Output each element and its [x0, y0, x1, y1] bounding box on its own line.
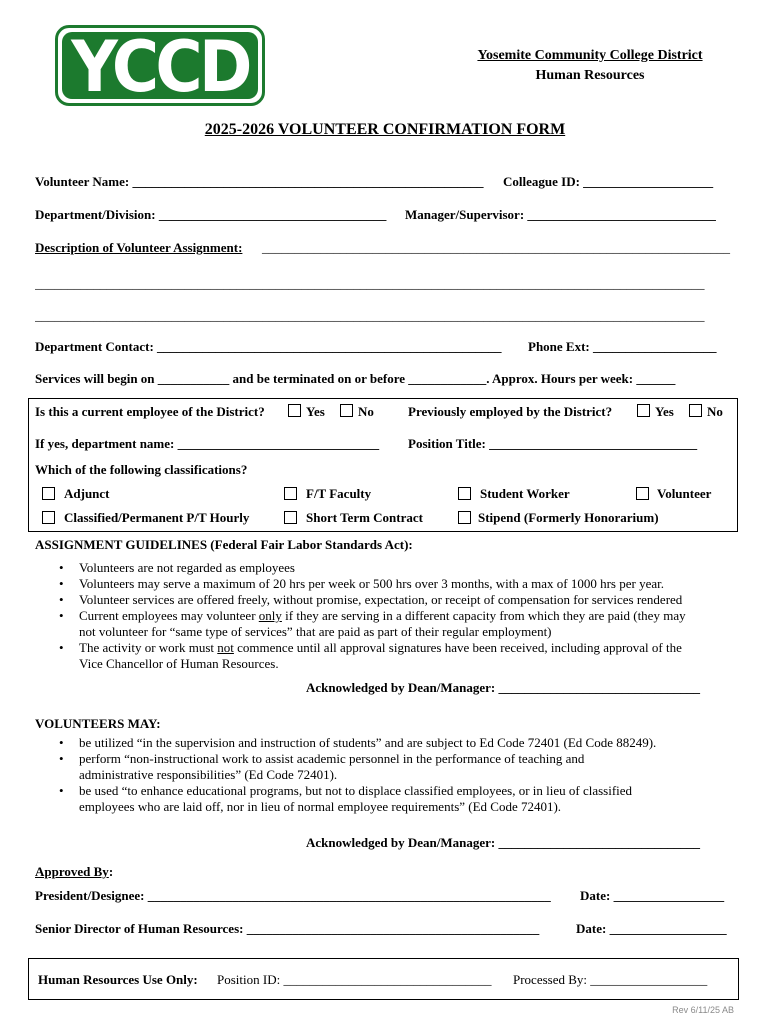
- services-dates-field[interactable]: Services will begin on ___________ and be terminated on or before ____________. Approx. Hours per week: ______: [35, 371, 676, 386]
- volunteer-label: Volunteer: [657, 486, 712, 501]
- volunteer-name-field[interactable]: Volunteer Name: ______________________________________________________: [35, 174, 484, 189]
- logo-text: YCCD: [71, 26, 249, 108]
- yccd-logo: [55, 25, 265, 106]
- list-item: • be used “to enhance educational programs, but not to displace classified employees, or in lieu of classified employees who are laid off, nor in lieu of normal employee requirements” (Ed Code 72401).: [59, 783, 633, 814]
- volunteer-checkbox[interactable]: [636, 487, 649, 500]
- previously-employed-yes-label: Yes: [655, 404, 674, 419]
- list-item: • be utilized “in the supervision and instruction of students” and are subject to Ed Code 72401 (Ed Code 88249).: [59, 735, 657, 750]
- logo-background: [62, 26, 258, 108]
- revision-note: Rev 6/11/25 AB: [672, 1005, 734, 1015]
- if-yes-department-field[interactable]: If yes, department name: _______________________________: [35, 436, 380, 451]
- current-employee-no-checkbox[interactable]: [340, 404, 353, 417]
- adjunct-label: Adjunct: [64, 486, 110, 501]
- list-item: • The activity or work must not commence until all approval signatures have been received, including approval of the Vice Chancellor of Human Resources.: [59, 640, 682, 671]
- guidelines-list: [59, 560, 686, 672]
- position-id-field[interactable]: Position ID: ________________________________: [217, 972, 492, 987]
- colleague-id-field[interactable]: Colleague ID: ____________________: [503, 174, 714, 189]
- current-employee-yes-label: Yes: [306, 404, 325, 419]
- classified-permanent-checkbox[interactable]: [42, 511, 55, 524]
- current-employee-yes-checkbox[interactable]: [288, 404, 301, 417]
- classifications-question: Which of the following classifications?: [35, 462, 248, 477]
- senior-director-field[interactable]: Senior Director of Human Resources: _____________________________________________: [35, 921, 540, 936]
- list-item: • Volunteer services are offered freely, without promise, expectation, or receipt of compensation for services rendered: [59, 592, 683, 607]
- previously-employed-yes-checkbox[interactable]: [637, 404, 650, 417]
- description-line-2[interactable]: _______________________________________________________________________________________________________: [35, 276, 705, 291]
- position-title-field[interactable]: Position Title: ________________________________: [408, 436, 698, 451]
- department-contact-field[interactable]: Department Contact: _____________________________________________________: [35, 339, 502, 354]
- org-name: Yosemite Community College District: [477, 48, 703, 63]
- form-title: 2025-2026 VOLUNTEER CONFIRMATION FORM: [204, 121, 566, 138]
- description-line-3[interactable]: _______________________________________________________________________________________________________: [35, 308, 705, 323]
- manager-supervisor-field[interactable]: Manager/Supervisor: _____________________________: [405, 207, 716, 222]
- student-worker-checkbox[interactable]: [458, 487, 471, 500]
- classified-permanent-label: Classified/Permanent P/T Hourly: [64, 510, 250, 525]
- president-designee-field[interactable]: President/Designee: ______________________________________________________________: [35, 888, 551, 903]
- list-item: • Volunteers may serve a maximum of 20 hrs per week or 500 hrs over 3 months, with a max of 1000 hrs per year.: [59, 576, 664, 591]
- current-employee-question: Is this a current employee of the District?: [35, 404, 265, 419]
- volunteers-may-heading: VOLUNTEERS MAY:: [35, 716, 161, 731]
- student-worker-label: Student Worker: [480, 486, 570, 501]
- department-division-field[interactable]: Department/Division: ___________________________________: [35, 207, 387, 222]
- list-item: • Volunteers are not regarded as employees: [59, 560, 295, 575]
- previously-employed-no-label: No: [707, 404, 723, 419]
- guidelines-heading: ASSIGNMENT GUIDELINES (Federal Fair Labor Standards Act):: [35, 537, 413, 552]
- volunteers-may-acknowledgement[interactable]: Acknowledged by Dean/Manager: _______________________________: [306, 835, 700, 850]
- hr-use-only-label: Human Resources Use Only:: [38, 972, 198, 987]
- president-date-field[interactable]: Date: _________________: [580, 888, 725, 903]
- dept-name: Human Resources: [535, 68, 645, 83]
- previously-employed-no-checkbox[interactable]: [689, 404, 702, 417]
- ft-faculty-checkbox[interactable]: [284, 487, 297, 500]
- processed-by-field[interactable]: Processed By: __________________: [513, 972, 708, 987]
- approved-by-heading: Approved By:: [35, 864, 114, 879]
- short-term-contract-checkbox[interactable]: [284, 511, 297, 524]
- senior-director-date-field[interactable]: Date: __________________: [576, 921, 727, 936]
- guidelines-acknowledgement[interactable]: Acknowledged by Dean/Manager: _______________________________: [306, 680, 700, 695]
- adjunct-checkbox[interactable]: [42, 487, 55, 500]
- previously-employed-question: Previously employed by the District?: [408, 404, 613, 419]
- ft-faculty-label: F/T Faculty: [306, 486, 372, 501]
- list-item: • Current employees may volunteer only if they are serving in a different capacity from which they are paid (they may not volunteer for “same type of services” that are paid as part of their regular employment): [59, 608, 686, 639]
- phone-ext-field[interactable]: Phone Ext: ___________________: [528, 339, 717, 354]
- short-term-contract-label: Short Term Contract: [306, 510, 423, 525]
- description-line[interactable]: ________________________________________________________________________: [262, 240, 730, 255]
- current-employee-no-label: No: [358, 404, 374, 419]
- list-item: • perform “non-instructional work to assist academic personnel in the performance of teaching and administrative responsibilities” (Ed Code 72401).: [59, 751, 585, 782]
- description-label: Description of Volunteer Assignment:: [35, 240, 243, 255]
- volunteers-may-list: [59, 735, 657, 815]
- stipend-checkbox[interactable]: [458, 511, 471, 524]
- stipend-label: Stipend (Formerly Honorarium): [478, 510, 659, 525]
